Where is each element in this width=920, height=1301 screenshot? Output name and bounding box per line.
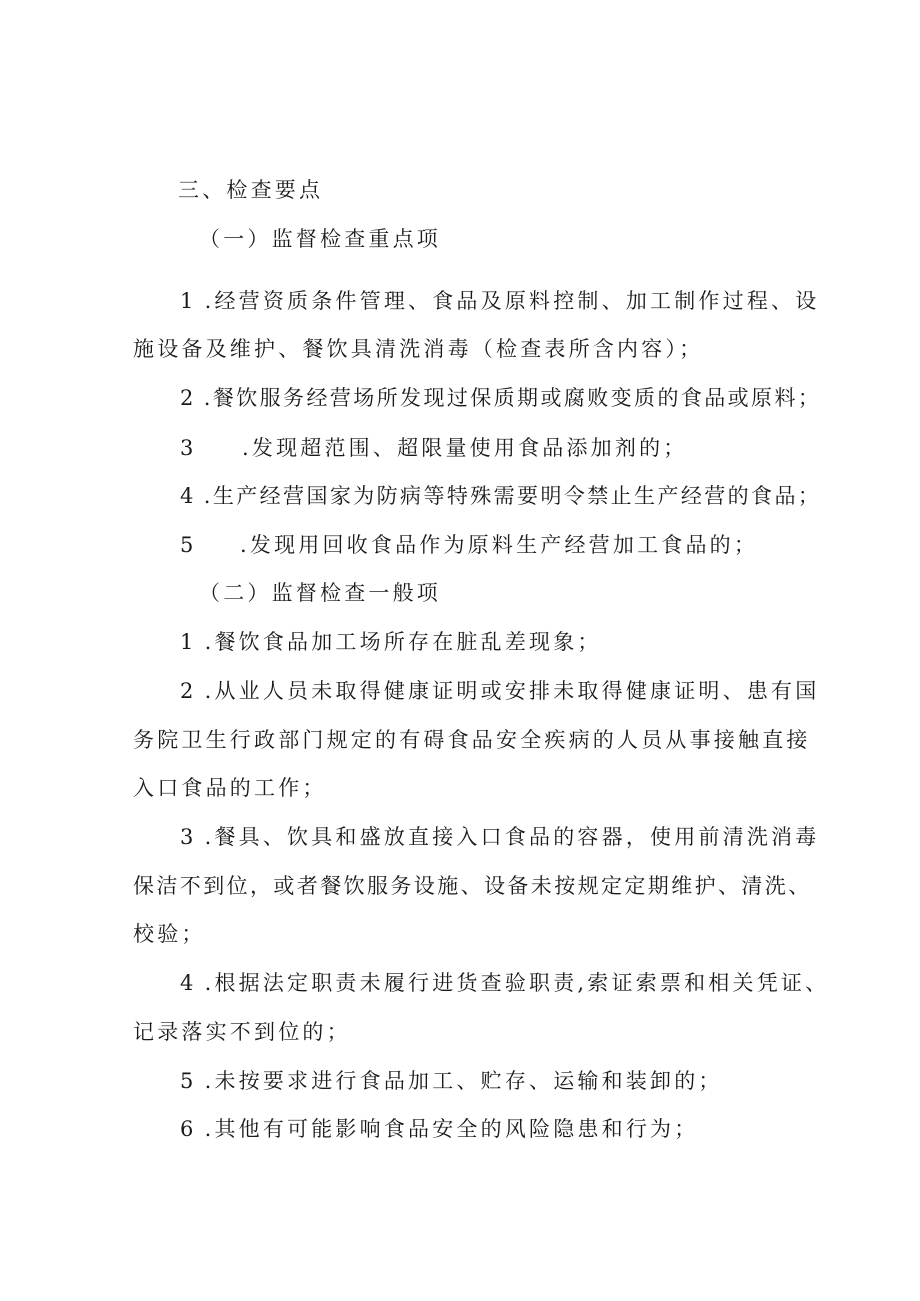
general-item-4-number: 4 [180,971,197,995]
key-item-2-line-1: 2 .餐饮服务经营场所发现过保质期或腐败变质的食品或原料； [180,386,822,410]
general-item-5-line-1: 5 .未按要求进行食品加工、贮存、运输和装卸的； [180,1069,723,1093]
key-item-4-line-1: 4 .生产经营国家为防病等特殊需要明令禁止生产经营的食品； [180,484,822,508]
general-item-3-line-2: 保洁不到位，或者餐饮服务设施、设备未按规定定期维护、清洗、 [133,874,812,898]
general-item-2-line-1: 2 .从业人员未取得健康证明或安排未取得健康证明、患有国 [180,679,820,703]
general-item-4-line-2: 记录落实不到位的； [133,1020,351,1044]
general-item-4-line-1: 4 .根据法定职责未履行进货查验职责,索证索票和相关凭证、 [180,971,830,995]
general-item-5-number: 5 [180,1069,197,1093]
general-item-3-line-1: 3 .餐具、饮具和盛放直接入口食品的容器，使用前清洗消毒 [180,825,820,849]
key-item-2-number: 2 [180,386,196,410]
general-item-2-number: 2 [180,679,197,703]
key-item-3-number: 3 [180,436,197,460]
subsection-heading-general-items: （二）监督检查一般项 [199,581,441,605]
general-item-2-line-3: 入口食品的工作； [133,776,327,800]
key-item-5-number: 5 [180,533,197,557]
key-item-1-line-2: 施设备及维护、餐饮具清洗消毒（检查表所含内容）； [133,337,704,361]
key-item-1-line-1: 1 .经营资质条件管理、食品及原料控制、加工制作过程、设 [180,289,820,313]
key-item-3-line-1: 3 .发现超范围、超限量使用食品添加剂的； [180,436,688,460]
subsection-heading-key-items: （一）监督检查重点项 [199,227,441,251]
general-item-1-line-1: 1 .餐饮食品加工场所存在脏乱差现象； [180,630,602,654]
general-item-2-line-2: 务院卫生行政部门规定的有碍食品安全疾病的人员从事接触直接 [133,728,811,752]
key-item-4-number: 4 [180,484,196,508]
key-item-1-number: 1 [180,289,197,313]
general-item-1-number: 1 [180,630,197,654]
key-item-5-line-1: 5 .发现用回收食品作为原料生产经营加工食品的； [180,533,759,557]
general-item-3-number: 3 [180,825,197,849]
general-item-6-number: 6 [180,1117,197,1141]
general-item-6-line-1: 6 .其他有可能影响食品安全的风险隐患和行为； [180,1117,699,1141]
general-item-3-line-3: 校验； [133,922,206,946]
section-heading: 三、检查要点 [178,178,324,202]
